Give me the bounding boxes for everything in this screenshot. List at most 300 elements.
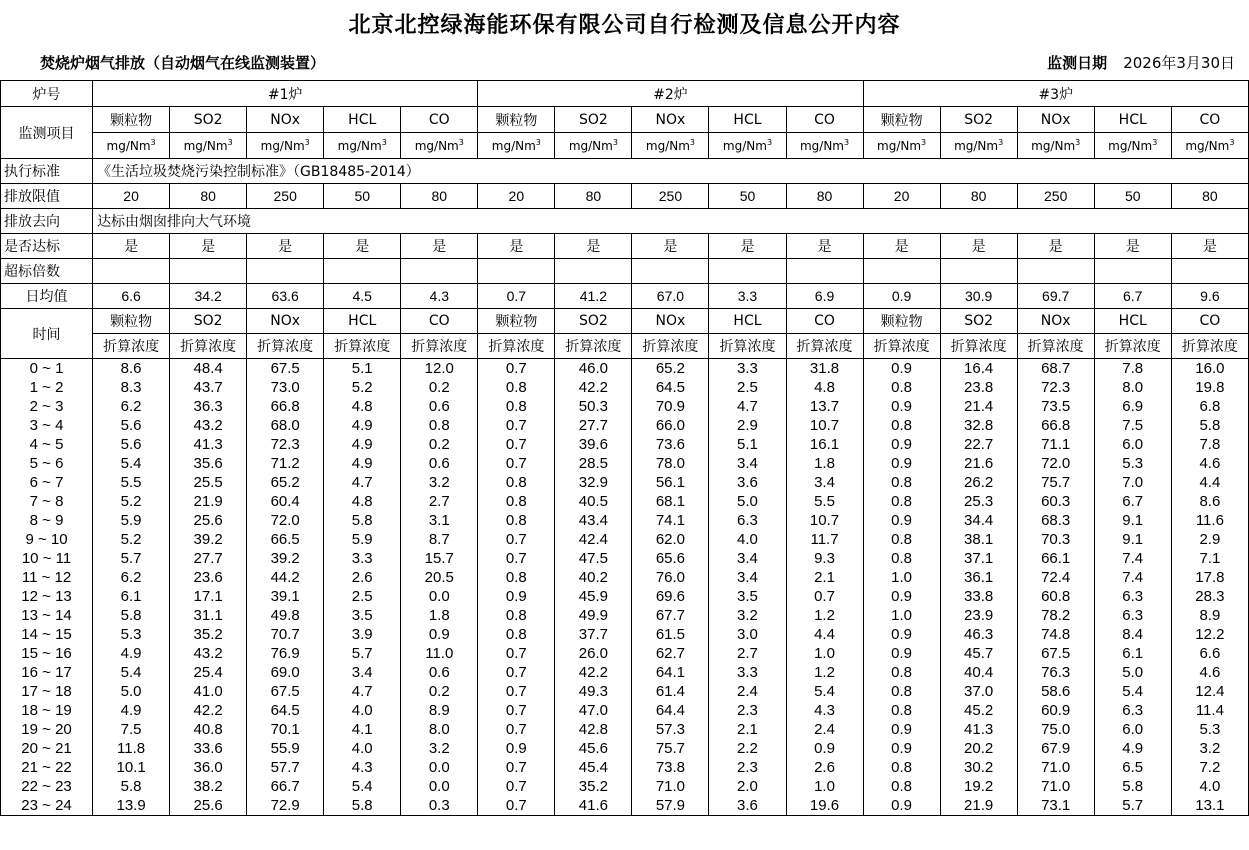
unit-text: mg/Nm: [414, 138, 459, 153]
value-cell: 32.9: [555, 473, 632, 492]
value-cell: 5.8: [1094, 777, 1171, 796]
value-cell: 19.8: [1171, 378, 1248, 397]
value-cell: 4.0: [324, 739, 401, 758]
value-cell: 74.1: [632, 511, 709, 530]
limit-cell: 50: [324, 184, 401, 209]
pollutant-header: CO: [401, 107, 478, 133]
exceed-cell: [247, 259, 324, 284]
value-cell: 5.8: [1171, 416, 1248, 435]
value-cell: 4.4: [786, 625, 863, 644]
value-cell: 43.2: [170, 416, 247, 435]
value-cell: 72.0: [1017, 454, 1094, 473]
table-row: [1, 644, 1249, 663]
value-cell: 3.4: [709, 549, 786, 568]
unit-cell: [555, 133, 632, 159]
value-cell: 0.9: [478, 587, 555, 606]
value-cell: 20.5: [401, 568, 478, 587]
compliant-cell: 是: [247, 234, 324, 259]
value-cell: 17.8: [1171, 568, 1248, 587]
value-cell: 3.4: [709, 454, 786, 473]
pollutant-header: SO2: [555, 107, 632, 133]
value-cell: 4.9: [324, 416, 401, 435]
value-cell: 9.1: [1094, 530, 1171, 549]
unit-cell: [247, 133, 324, 159]
value-cell: 0.8: [478, 511, 555, 530]
value-cell: 8.0: [1094, 378, 1171, 397]
value-cell: 74.8: [1017, 625, 1094, 644]
value-cell: 2.6: [324, 568, 401, 587]
value-cell: 65.2: [632, 359, 709, 379]
value-cell: 45.7: [940, 644, 1017, 663]
value-cell: 72.3: [1017, 378, 1094, 397]
value-cell: 0.9: [863, 587, 940, 606]
value-cell: 1.8: [401, 606, 478, 625]
value-cell: 35.2: [170, 625, 247, 644]
value-cell: 0.8: [863, 549, 940, 568]
daily-avg-cell: 41.2: [555, 284, 632, 309]
value-cell: 66.8: [247, 397, 324, 416]
pollutant-header: CO: [786, 107, 863, 133]
compliant-cell: 是: [863, 234, 940, 259]
value-cell: 3.4: [786, 473, 863, 492]
time-cell: 6 ~ 7: [1, 473, 93, 492]
converted-header: 折算浓度: [478, 334, 555, 359]
pollutant-header: NOx: [247, 309, 324, 334]
value-cell: 75.7: [632, 739, 709, 758]
value-cell: 5.0: [1094, 663, 1171, 682]
value-cell: 39.1: [247, 587, 324, 606]
destination-text: 达标由烟囱排向大气环境: [93, 209, 1249, 234]
value-cell: 21.9: [940, 796, 1017, 816]
time-cell: 19 ~ 20: [1, 720, 93, 739]
table-subtitle: 焚烧炉烟气排放（自动烟气在线监测装置）: [40, 54, 326, 72]
unit-exponent: 3: [998, 137, 1004, 147]
value-cell: 13.1: [1171, 796, 1248, 816]
table-row: [1, 397, 1249, 416]
limit-cell: 80: [940, 184, 1017, 209]
value-cell: 0.2: [401, 378, 478, 397]
unit-cell: [1171, 133, 1248, 159]
value-cell: 32.8: [940, 416, 1017, 435]
unit-cell: [786, 133, 863, 159]
value-cell: 61.5: [632, 625, 709, 644]
value-cell: 0.7: [478, 663, 555, 682]
compliant-cell: 是: [1017, 234, 1094, 259]
time-cell: 22 ~ 23: [1, 777, 93, 796]
value-cell: 0.0: [401, 777, 478, 796]
value-cell: 0.8: [478, 473, 555, 492]
value-cell: 5.5: [93, 473, 170, 492]
value-cell: 40.8: [170, 720, 247, 739]
unit-exponent: 3: [304, 137, 310, 147]
unit-text: mg/Nm: [106, 138, 151, 153]
pollutant-header: 颗粒物: [93, 107, 170, 133]
value-cell: 4.4: [1171, 473, 1248, 492]
compliant-cell: 是: [632, 234, 709, 259]
value-cell: 49.3: [555, 682, 632, 701]
limit-cell: 80: [555, 184, 632, 209]
daily-avg-cell: 0.9: [863, 284, 940, 309]
unit-text: mg/Nm: [183, 138, 228, 153]
limit-cell: 250: [247, 184, 324, 209]
value-cell: 0.7: [478, 359, 555, 379]
value-cell: 3.3: [324, 549, 401, 568]
destination-row: [1, 209, 1249, 234]
value-cell: 73.8: [632, 758, 709, 777]
value-cell: 2.2: [709, 739, 786, 758]
value-cell: 45.4: [555, 758, 632, 777]
time-cell: 23 ~ 24: [1, 796, 93, 816]
value-cell: 0.8: [863, 530, 940, 549]
value-cell: 0.7: [786, 587, 863, 606]
value-cell: 73.0: [247, 378, 324, 397]
value-cell: 4.9: [324, 454, 401, 473]
value-cell: 5.9: [324, 530, 401, 549]
value-cell: 0.7: [478, 701, 555, 720]
value-cell: 6.9: [1094, 397, 1171, 416]
value-cell: 8.9: [1171, 606, 1248, 625]
unit-text: mg/Nm: [568, 138, 613, 153]
daily-avg-cell: 63.6: [247, 284, 324, 309]
limit-cell: 80: [1171, 184, 1248, 209]
value-cell: 4.9: [324, 435, 401, 454]
daily-avg-cell: 34.2: [170, 284, 247, 309]
value-cell: 60.9: [1017, 701, 1094, 720]
value-cell: 1.8: [786, 454, 863, 473]
exceed-cell: [1017, 259, 1094, 284]
value-cell: 0.9: [863, 454, 940, 473]
standard-label: 执行标准: [1, 159, 93, 184]
value-cell: 26.0: [555, 644, 632, 663]
value-cell: 3.3: [709, 359, 786, 379]
page-title: 北京北控绿海能环保有限公司自行检测及信息公开内容: [348, 13, 901, 38]
limit-cell: 20: [863, 184, 940, 209]
value-cell: 2.0: [709, 777, 786, 796]
converted-header: 折算浓度: [93, 334, 170, 359]
value-cell: 43.7: [170, 378, 247, 397]
value-cell: 9.3: [786, 549, 863, 568]
unit-cell: [632, 133, 709, 159]
value-cell: 21.9: [170, 492, 247, 511]
value-cell: 60.4: [247, 492, 324, 511]
unit-exponent: 3: [150, 137, 156, 147]
time-cell: 8 ~ 9: [1, 511, 93, 530]
value-cell: 2.9: [1171, 530, 1248, 549]
value-cell: 0.9: [863, 435, 940, 454]
value-cell: 66.7: [247, 777, 324, 796]
compliant-cell: 是: [940, 234, 1017, 259]
exceed-cell: [1094, 259, 1171, 284]
value-cell: 7.8: [1094, 359, 1171, 379]
value-cell: 11.7: [786, 530, 863, 549]
value-cell: 0.7: [478, 682, 555, 701]
limit-cell: 250: [632, 184, 709, 209]
unit-exponent: 3: [843, 137, 850, 147]
value-cell: 12.2: [1171, 625, 1248, 644]
pollutant-header: 颗粒物: [863, 309, 940, 334]
value-cell: 35.2: [555, 777, 632, 796]
value-cell: 0.2: [401, 435, 478, 454]
value-cell: 0.8: [863, 682, 940, 701]
pollutant-header: SO2: [940, 309, 1017, 334]
value-cell: 40.5: [555, 492, 632, 511]
value-cell: 4.9: [93, 701, 170, 720]
time-label: 时间: [1, 309, 93, 359]
value-cell: 16.1: [786, 435, 863, 454]
value-cell: 27.7: [555, 416, 632, 435]
unit-text: mg/Nm: [722, 138, 767, 153]
value-cell: 2.5: [709, 378, 786, 397]
value-cell: 64.1: [632, 663, 709, 682]
pollutant-header: 颗粒物: [478, 309, 555, 334]
converted-header: 折算浓度: [709, 334, 786, 359]
value-cell: 3.6: [709, 473, 786, 492]
value-cell: 1.0: [786, 777, 863, 796]
value-cell: 21.6: [940, 454, 1017, 473]
unit-exponent: 3: [1229, 137, 1235, 147]
value-cell: 41.3: [170, 435, 247, 454]
value-cell: 8.6: [1171, 492, 1248, 511]
exceed-cell: [401, 259, 478, 284]
value-cell: 70.9: [632, 397, 709, 416]
value-cell: 0.9: [863, 720, 940, 739]
value-cell: 8.3: [93, 378, 170, 397]
value-cell: 5.9: [93, 511, 170, 530]
value-cell: 34.4: [940, 511, 1017, 530]
value-cell: 35.6: [170, 454, 247, 473]
value-cell: 0.9: [863, 644, 940, 663]
value-cell: 66.8: [1017, 416, 1094, 435]
value-cell: 3.5: [324, 606, 401, 625]
value-cell: 67.5: [1017, 644, 1094, 663]
emission-table: [0, 80, 1249, 816]
value-cell: 3.4: [709, 568, 786, 587]
converted-row: [1, 334, 1249, 359]
value-cell: 2.9: [709, 416, 786, 435]
value-cell: 4.8: [324, 492, 401, 511]
value-cell: 6.1: [1094, 644, 1171, 663]
value-cell: 25.5: [170, 473, 247, 492]
value-cell: 4.0: [324, 701, 401, 720]
value-cell: 5.3: [1171, 720, 1248, 739]
value-cell: 12.0: [401, 359, 478, 379]
value-cell: 57.9: [632, 796, 709, 816]
value-cell: 5.2: [93, 530, 170, 549]
limit-cell: 50: [709, 184, 786, 209]
pollutant-header: HCL: [709, 309, 786, 334]
unit-exponent: 3: [921, 137, 927, 147]
value-cell: 44.2: [247, 568, 324, 587]
value-cell: 0.8: [478, 606, 555, 625]
exceed-cell: [786, 259, 863, 284]
value-cell: 0.7: [478, 720, 555, 739]
value-cell: 5.2: [324, 378, 401, 397]
value-cell: 70.1: [247, 720, 324, 739]
value-cell: 50.3: [555, 397, 632, 416]
table-row: [1, 378, 1249, 397]
table-row: [1, 530, 1249, 549]
pollutant-header: SO2: [170, 309, 247, 334]
pollutant-header: HCL: [1094, 107, 1171, 133]
value-cell: 2.4: [709, 682, 786, 701]
unit-cell: [709, 133, 786, 159]
value-cell: 19.6: [786, 796, 863, 816]
daily-avg-cell: 0.7: [478, 284, 555, 309]
pollutant-header: CO: [786, 309, 863, 334]
value-cell: 66.1: [1017, 549, 1094, 568]
daily-avg-cell: 3.3: [709, 284, 786, 309]
value-cell: 73.6: [632, 435, 709, 454]
value-cell: 0.8: [863, 492, 940, 511]
value-cell: 2.4: [786, 720, 863, 739]
value-cell: 6.3: [709, 511, 786, 530]
table-row: [1, 701, 1249, 720]
value-cell: 5.5: [786, 492, 863, 511]
unit-cell: [1017, 133, 1094, 159]
limit-cell: 80: [170, 184, 247, 209]
value-cell: 4.7: [709, 397, 786, 416]
value-cell: 5.4: [1094, 682, 1171, 701]
value-cell: 4.9: [1094, 739, 1171, 758]
exceed-cell: [1171, 259, 1248, 284]
converted-header: 折算浓度: [324, 334, 401, 359]
value-cell: 71.0: [632, 777, 709, 796]
value-cell: 1.0: [863, 568, 940, 587]
value-cell: 6.1: [93, 587, 170, 606]
limit-cell: 20: [93, 184, 170, 209]
value-cell: 5.7: [324, 644, 401, 663]
value-cell: 0.9: [863, 359, 940, 379]
time-cell: 1 ~ 2: [1, 378, 93, 397]
value-cell: 7.5: [1094, 416, 1171, 435]
value-cell: 72.0: [247, 511, 324, 530]
pollutant-header: 颗粒物: [478, 107, 555, 133]
time-cell: 17 ~ 18: [1, 682, 93, 701]
exceed-cell: [324, 259, 401, 284]
value-cell: 45.6: [555, 739, 632, 758]
exceed-label: 超标倍数: [1, 259, 93, 284]
table-row: [1, 549, 1249, 568]
daily-avg-cell: 4.3: [401, 284, 478, 309]
value-cell: 0.0: [401, 587, 478, 606]
table-row: [1, 682, 1249, 701]
pollutant-header: SO2: [170, 107, 247, 133]
value-cell: 4.6: [1171, 663, 1248, 682]
value-cell: 4.1: [324, 720, 401, 739]
monitoring-date: [1047, 52, 1235, 73]
value-cell: 42.2: [555, 378, 632, 397]
value-cell: 2.1: [786, 568, 863, 587]
unit-cell: [1094, 133, 1171, 159]
value-cell: 0.8: [863, 663, 940, 682]
value-cell: 3.1: [401, 511, 478, 530]
value-cell: 10.1: [93, 758, 170, 777]
value-cell: 71.0: [1017, 758, 1094, 777]
value-cell: 43.4: [555, 511, 632, 530]
value-cell: 25.4: [170, 663, 247, 682]
value-cell: 0.8: [401, 416, 478, 435]
value-cell: 0.8: [863, 758, 940, 777]
value-cell: 13.9: [93, 796, 170, 816]
time-cell: 21 ~ 22: [1, 758, 93, 777]
value-cell: 6.8: [1171, 397, 1248, 416]
value-cell: 4.8: [324, 397, 401, 416]
value-cell: 5.4: [324, 777, 401, 796]
destination-label: 排放去向: [1, 209, 93, 234]
value-cell: 0.8: [863, 416, 940, 435]
unit-text: mg/Nm: [337, 138, 382, 153]
value-cell: 0.7: [478, 549, 555, 568]
exceed-cell: [555, 259, 632, 284]
value-cell: 78.2: [1017, 606, 1094, 625]
value-cell: 3.9: [324, 625, 401, 644]
value-cell: 28.5: [555, 454, 632, 473]
table-row: [1, 758, 1249, 777]
table-row: [1, 663, 1249, 682]
unit-text: mg/Nm: [491, 138, 536, 153]
value-cell: 0.9: [401, 625, 478, 644]
value-cell: 66.5: [247, 530, 324, 549]
value-cell: 7.4: [1094, 568, 1171, 587]
value-cell: 31.8: [786, 359, 863, 379]
table-row: [1, 625, 1249, 644]
value-cell: 45.9: [555, 587, 632, 606]
value-cell: 0.8: [478, 625, 555, 644]
daily-avg-cell: 67.0: [632, 284, 709, 309]
value-cell: 6.5: [1094, 758, 1171, 777]
value-cell: 2.7: [709, 644, 786, 663]
value-cell: 3.2: [709, 606, 786, 625]
daily-avg-cell: 30.9: [940, 284, 1017, 309]
value-cell: 8.0: [401, 720, 478, 739]
value-cell: 15.7: [401, 549, 478, 568]
limit-label: 排放限值: [1, 184, 93, 209]
value-cell: 22.7: [940, 435, 1017, 454]
value-cell: 20.2: [940, 739, 1017, 758]
table-row: [1, 473, 1249, 492]
converted-header: 折算浓度: [1017, 334, 1094, 359]
time-cell: 16 ~ 17: [1, 663, 93, 682]
value-cell: 57.3: [632, 720, 709, 739]
value-cell: 7.5: [93, 720, 170, 739]
compliant-cell: 是: [1171, 234, 1248, 259]
table-row: [1, 587, 1249, 606]
unit-exponent: 3: [227, 137, 233, 147]
value-cell: 6.3: [1094, 606, 1171, 625]
value-cell: 5.8: [324, 796, 401, 816]
compliant-cell: 是: [1094, 234, 1171, 259]
value-cell: 3.2: [401, 739, 478, 758]
furnace-label: 炉号: [1, 81, 93, 107]
value-cell: 5.7: [1094, 796, 1171, 816]
value-cell: 70.7: [247, 625, 324, 644]
standard-text: 《生活垃圾焚烧污染控制标准》（GB18485-2014）: [93, 159, 1249, 184]
value-cell: 6.2: [93, 397, 170, 416]
standard-row: [1, 159, 1249, 184]
value-cell: 0.0: [401, 758, 478, 777]
value-cell: 4.0: [1171, 777, 1248, 796]
value-cell: 33.6: [170, 739, 247, 758]
daily-avg-cell: 4.5: [324, 284, 401, 309]
value-cell: 75.7: [1017, 473, 1094, 492]
unit-cell: [863, 133, 940, 159]
table-row: [1, 796, 1249, 816]
value-cell: 67.5: [247, 359, 324, 379]
exceed-cell: [632, 259, 709, 284]
value-cell: 0.8: [478, 568, 555, 587]
value-cell: 68.1: [632, 492, 709, 511]
value-cell: 8.9: [401, 701, 478, 720]
